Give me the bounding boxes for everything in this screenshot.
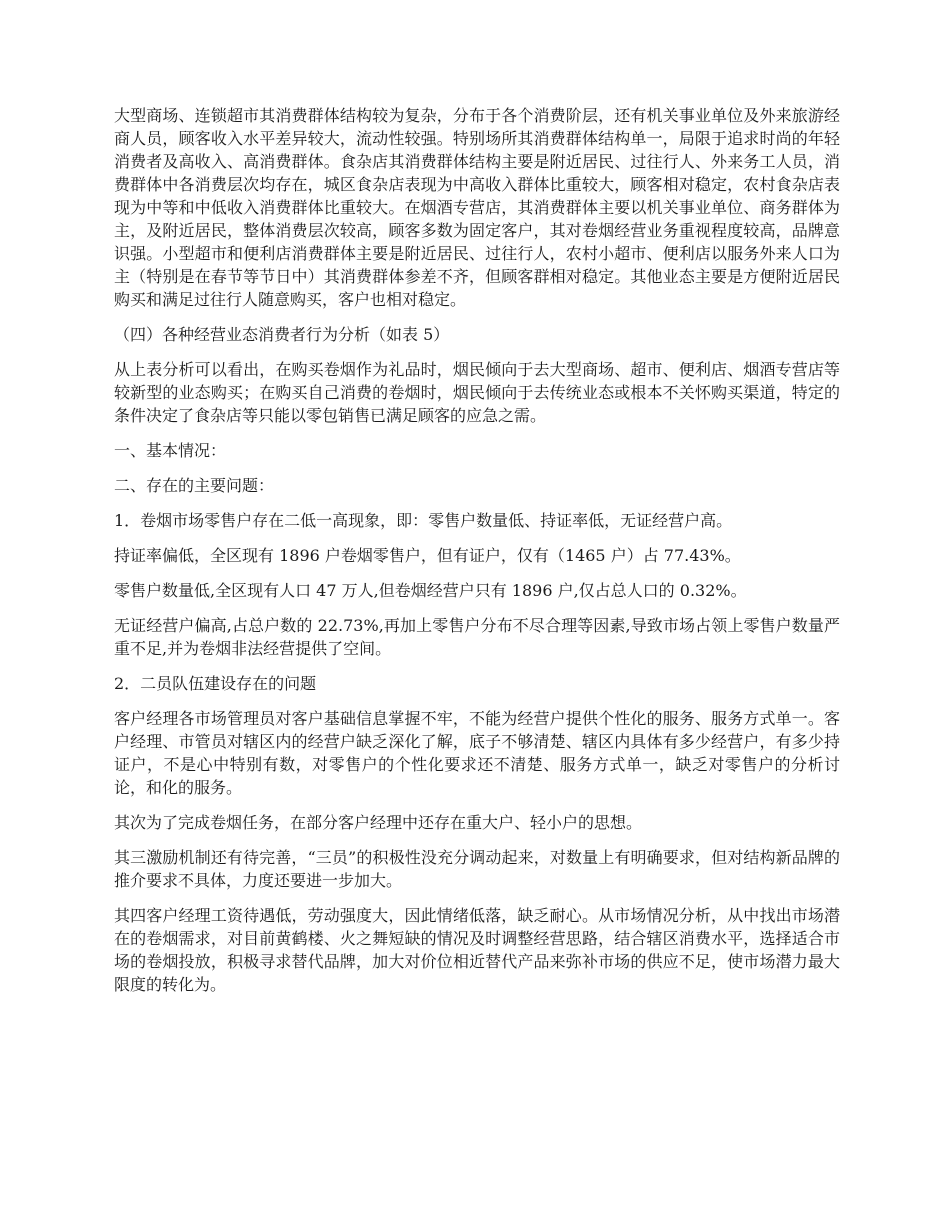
heading-main-problems: 二、存在的主要问题： [114, 476, 275, 495]
paragraph-customer-manager: 客户经理各市场管理员对客户基础信息掌握不牢，不能为经营户提供个性化的服务、服务方式单一。客户经理、市管员对辖区内的经营户缺乏深化了解，底子不够清楚、辖区内具体有多少经营户，有多少持证户，不是心中特别有数，对零售户的个性化要求还不清楚、服务方式单一，缺乏对零售户的分析讨论，和化的服务。 [114, 709, 840, 797]
paragraph-license-rate: 持证率偏低，全区现有 1896 户卷烟零售户，但有证户，仅有（1465 户）占 77.43%。 [114, 546, 741, 565]
problem-item-2: 2．二员队伍建设存在的问题 [114, 674, 317, 693]
paragraph-consumer-structure: 大型商场、连锁超市其消费群体结构较为复杂，分布于各个消费阶层，还有机关事业单位及外来旅游经商人员，顾客收入水平差异较大，流动性较强。特别场所其消费群体结构单一，局限于追求时尚的年轻消费者及高收入、高消费群体。食杂店其消费群体结构主要是附近居民、过往行人、外来务工人员，消费群体中各消费层次均存在，城区食杂店表现为中高收入群体比重较大，顾客相对稳定，农村食杂店表现为中等和中低收入消费群体比重较大。在烟酒专营店，其消费群体主要以机关事业单位、商务群体为主，及附近居民，整体消费层次较高，顾客多数为固定客户，其对卷烟经营业务重视程度较高，品牌意识强。小型超市和便利店消费群体主要是附近居民、过往行人，农村小超市、便利店以服务外来人口为主（特别是在春节等节日中）其消费群体参差不齐，但顾客群相对稳定。其他业态主要是方便附近居民购买和满足过往行人随意购买，客户也相对稳定。 [114, 106, 840, 309]
document-body [114, 104, 840, 1008]
paragraph-table-analysis: 从上表分析可以看出，在购买卷烟作为礼品时，烟民倾向于去大型商场、超市、便利店、烟酒专营店等较新型的业态购买；在购买自己消费的卷烟时，烟民倾向于去传统业态或根本不关怀购买渠道，特定的条件决定了食杂店等只能以零包销售已满足顾客的应急之需。 [114, 360, 840, 425]
paragraph-unlicensed-rate: 无证经营户偏高,占总户数的 22.73%,再加上零售户分布不尽合理等因素,导致市场占领上零售户数量严重不足,并为卷烟非法经营提供了空间。 [114, 616, 840, 658]
paragraph-thirdly: 其三激励机制还有待完善，“三员”的积极性没充分调动起来，对数量上有明确要求，但对结构新品牌的推介要求不具体，力度还要进一步加大。 [114, 848, 840, 890]
paragraph-secondly: 其次为了完成卷烟任务，在部分客户经理中还存在重大户、轻小户的思想。 [114, 813, 643, 832]
section-heading-consumer-behavior: （四）各种经营业态消费者行为分析（如表 5） [114, 325, 450, 344]
problem-item-1: 1．卷烟市场零售户存在二低一高现象，即：零售户数量低、持证率低，无证经营户高。 [114, 511, 733, 530]
heading-basic-situation: 一、基本情况： [114, 441, 227, 460]
paragraph-retailer-count: 零售户数量低,全区现有人口 47 万人,但卷烟经营户只有 1896 户,仅占总人口的 0.32%。 [114, 581, 747, 600]
paragraph-fourthly: 其四客户经理工资待遇低，劳动强度大，因此情绪低落，缺乏耐心。从市场情况分析，从中找出市场潜在的卷烟需求，对目前黄鹤楼、火之舞短缺的情况及时调整经营思路，结合辖区消费水平，选择适合市场的卷烟投放，积极寻求替代品牌，加大对价位相近替代产品来弥补市场的供应不足，使市场潜力最大限度的转化为。 [114, 906, 840, 994]
